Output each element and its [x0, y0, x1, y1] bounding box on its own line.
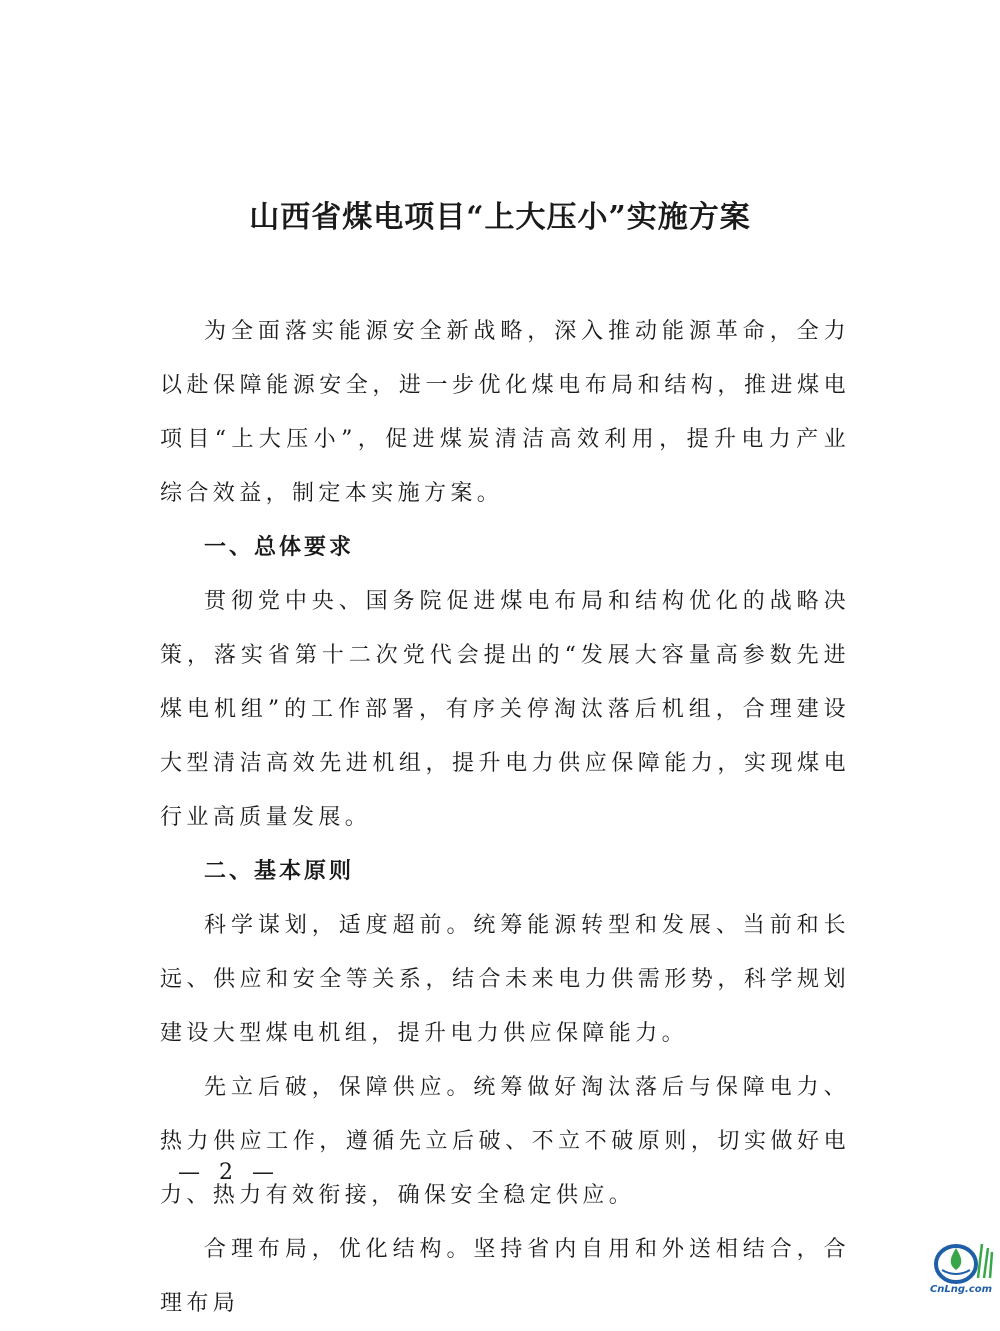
document-title: 山西省煤电项目“上大压小”实施方案 — [249, 200, 751, 235]
general-requirements-paragraph: 贯彻党中央、国务院促进煤电布局和结构优化的战略决策，落实省第十二次党代会提出的“发展大容量高参数先进煤电机组”的工作部署，有序关停淘汰落后机组，合理建设大型清洁高效先进机组，提升电力供应保障能力，实现煤电行业高质量发展。 — [160, 589, 850, 830]
water-drop-globe-icon — [926, 1238, 996, 1286]
principle-paragraph-1: 科学谋划，适度超前。统筹能源转型和发展、当前和长远、供应和安全等关系，结合未来电力供需形势，科学规划建设大型煤电机组，提升电力供应保障能力。 — [160, 913, 850, 1046]
intro-paragraph: 为全面落实能源安全新战略，深入推动能源革命，全力以赴保障能源安全，进一步优化煤电布局和结构，推进煤电项目“上大压小”，促进煤炭清洁高效利用，提升电力产业综合效益，制定本实施方案。 — [160, 319, 850, 506]
section-heading-basic-principles: 二、基本原则 — [204, 859, 355, 884]
watermark-logo — [926, 1238, 996, 1298]
page-number: — 2 — — [178, 1160, 280, 1185]
principle-paragraph-3: 合理布局，优化结构。坚持省内自用和外送相结合，合理布局 — [160, 1237, 850, 1316]
section-heading-general-requirements: 一、总体要求 — [204, 535, 355, 560]
principle-paragraph-2: 先立后破，保障供应。统筹做好淘汰落后与保障电力、热力供应工作，遵循先立后破、不立不破原则，切实做好电力、热力有效衔接，确保安全稳定供应。 — [160, 1075, 850, 1208]
watermark-text: CnLng.com — [929, 1284, 993, 1295]
